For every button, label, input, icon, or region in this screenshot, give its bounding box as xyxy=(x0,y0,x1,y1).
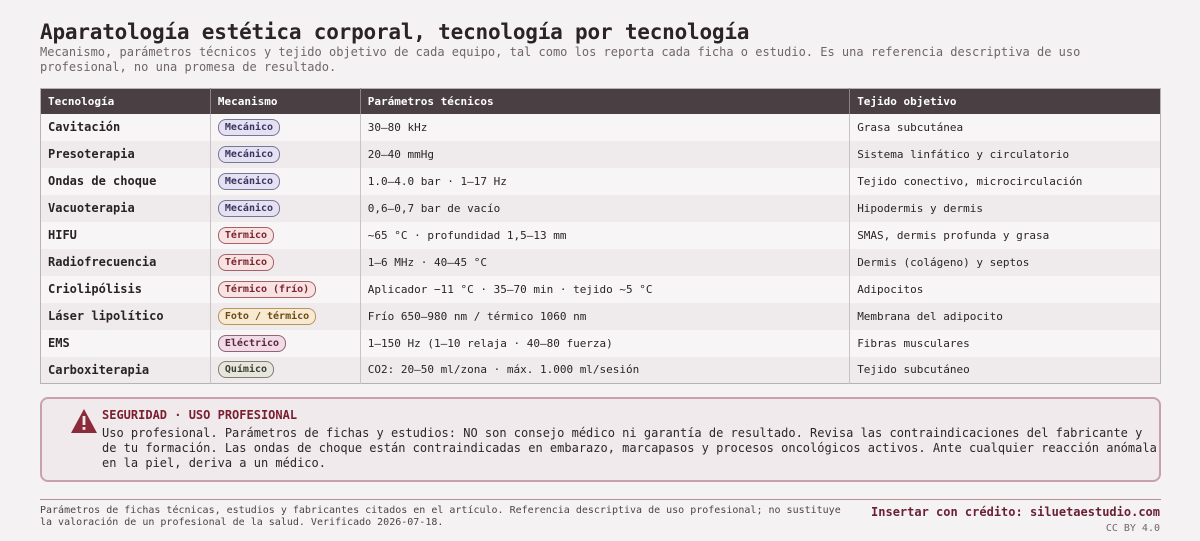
tissue-cell: Membrana del adipocito xyxy=(850,303,1161,330)
mechanism-badge: Térmico xyxy=(218,254,274,271)
mechanism-badge: Mecánico xyxy=(218,119,280,136)
embed-credit: Insertar con crédito: siluetaestudio.com xyxy=(871,505,1160,519)
parameters-cell: 20–40 mmHg xyxy=(360,141,849,168)
warning-triangle-icon xyxy=(70,408,98,434)
warning-text: Uso profesional. Parámetros de fichas y estudios: NO son consejo médico ni garantía de resultado. Revisa las contraindicaciones del fabricante y de tu formación. Las ondas de choque están contraindicadas en embarazo, marcapasos y procesos oncológicos activos. Ante cualquier reacción anómala en la piel, deriva a un médico. xyxy=(102,426,1157,470)
infographic xyxy=(40,20,1160,384)
safety-warning-box xyxy=(40,397,1161,482)
table-row xyxy=(41,195,1161,222)
tissue-cell: Grasa subcutánea xyxy=(850,114,1161,141)
table-body xyxy=(41,114,1161,384)
mechanism-badge: Foto / térmico xyxy=(218,308,316,325)
mechanism-cell xyxy=(210,222,360,249)
mechanism-badge: Químico xyxy=(218,361,274,378)
table-row xyxy=(41,357,1161,384)
mechanism-badge: Mecánico xyxy=(218,146,280,163)
mechanism-cell xyxy=(210,141,360,168)
table-row xyxy=(41,222,1161,249)
technology-name: Vacuoterapia xyxy=(41,195,211,222)
technology-name: Cavitación xyxy=(41,114,211,141)
parameters-cell: 1.0–4.0 bar · 1–17 Hz xyxy=(360,168,849,195)
mechanism-cell xyxy=(210,330,360,357)
mechanism-badge: Térmico (frío) xyxy=(218,281,316,298)
table-row xyxy=(41,276,1161,303)
mechanism-cell xyxy=(210,303,360,330)
tissue-cell: Dermis (colágeno) y septos xyxy=(850,249,1161,276)
parameters-cell: 1–150 Hz (1–10 relaja · 40–80 fuerza) xyxy=(360,330,849,357)
footer-note: Parámetros de fichas técnicas, estudios y fabricantes citados en el artículo. Referencia descriptiva de uso profesional; no sustituye la valoración de un profesional de la salud. Verificado 2026-07-18. xyxy=(40,505,841,528)
column-header-parameters: Parámetros técnicos xyxy=(360,89,849,114)
technology-name: Criolipólisis xyxy=(41,276,211,303)
table-row xyxy=(41,168,1161,195)
parameters-cell: 0,6–0,7 bar de vacío xyxy=(360,195,849,222)
technology-name: HIFU xyxy=(41,222,211,249)
column-header-tissue: Tejido objetivo xyxy=(850,89,1161,114)
technology-name: Láser lipolítico xyxy=(41,303,211,330)
parameters-cell: 30–80 kHz xyxy=(360,114,849,141)
table-row xyxy=(41,114,1161,141)
page-title: Aparatología estética corporal, tecnología por tecnología xyxy=(40,20,750,44)
mechanism-cell xyxy=(210,357,360,384)
page-subtitle: Mecanismo, parámetros técnicos y tejido objetivo de cada equipo, tal como los reporta cada ficha o estudio. Es una referencia descriptiva de uso profesional, no una promesa de resultado. xyxy=(40,45,1081,74)
mechanism-cell xyxy=(210,114,360,141)
table-row xyxy=(41,141,1161,168)
tissue-cell: Adipocitos xyxy=(850,276,1161,303)
table-row xyxy=(41,303,1161,330)
tissue-cell: Hipodermis y dermis xyxy=(850,195,1161,222)
parameters-cell: 1–6 MHz · 40–45 °C xyxy=(360,249,849,276)
mechanism-cell xyxy=(210,195,360,222)
tissue-cell: Tejido conectivo, microcirculación xyxy=(850,168,1161,195)
technology-name: EMS xyxy=(41,330,211,357)
license-label: CC BY 4.0 xyxy=(1105,523,1160,534)
table-header-row xyxy=(41,89,1161,114)
mechanism-badge: Térmico xyxy=(218,227,274,244)
warning-title: SEGURIDAD · USO PROFESIONAL xyxy=(102,408,298,422)
column-header-mechanism: Mecanismo xyxy=(210,89,360,114)
technology-name: Radiofrecuencia xyxy=(41,249,211,276)
parameters-cell: ~65 °C · profundidad 1,5–13 mm xyxy=(360,222,849,249)
tissue-cell: Tejido subcutáneo xyxy=(850,357,1161,384)
tissue-cell: Fibras musculares xyxy=(850,330,1161,357)
column-header-technology: Tecnología xyxy=(41,89,211,114)
mechanism-cell xyxy=(210,276,360,303)
technology-table xyxy=(40,88,1161,384)
mechanism-cell xyxy=(210,168,360,195)
technology-name: Ondas de choque xyxy=(41,168,211,195)
technology-name: Carboxiterapia xyxy=(41,357,211,384)
table-row xyxy=(41,249,1161,276)
technology-name: Presoterapia xyxy=(41,141,211,168)
mechanism-badge: Eléctrico xyxy=(218,335,286,352)
mechanism-cell xyxy=(210,249,360,276)
mechanism-badge: Mecánico xyxy=(218,200,280,217)
table-row xyxy=(41,330,1161,357)
parameters-cell: CO2: 20–50 ml/zona · máx. 1.000 ml/sesión xyxy=(360,357,849,384)
tissue-cell: Sistema linfático y circulatorio xyxy=(850,141,1161,168)
mechanism-badge: Mecánico xyxy=(218,173,280,190)
parameters-cell: Aplicador −11 °C · 35–70 min · tejido ~5 °C xyxy=(360,276,849,303)
tissue-cell: SMAS, dermis profunda y grasa xyxy=(850,222,1161,249)
footer-divider xyxy=(40,499,1161,500)
parameters-cell: Frío 650–980 nm / térmico 1060 nm xyxy=(360,303,849,330)
